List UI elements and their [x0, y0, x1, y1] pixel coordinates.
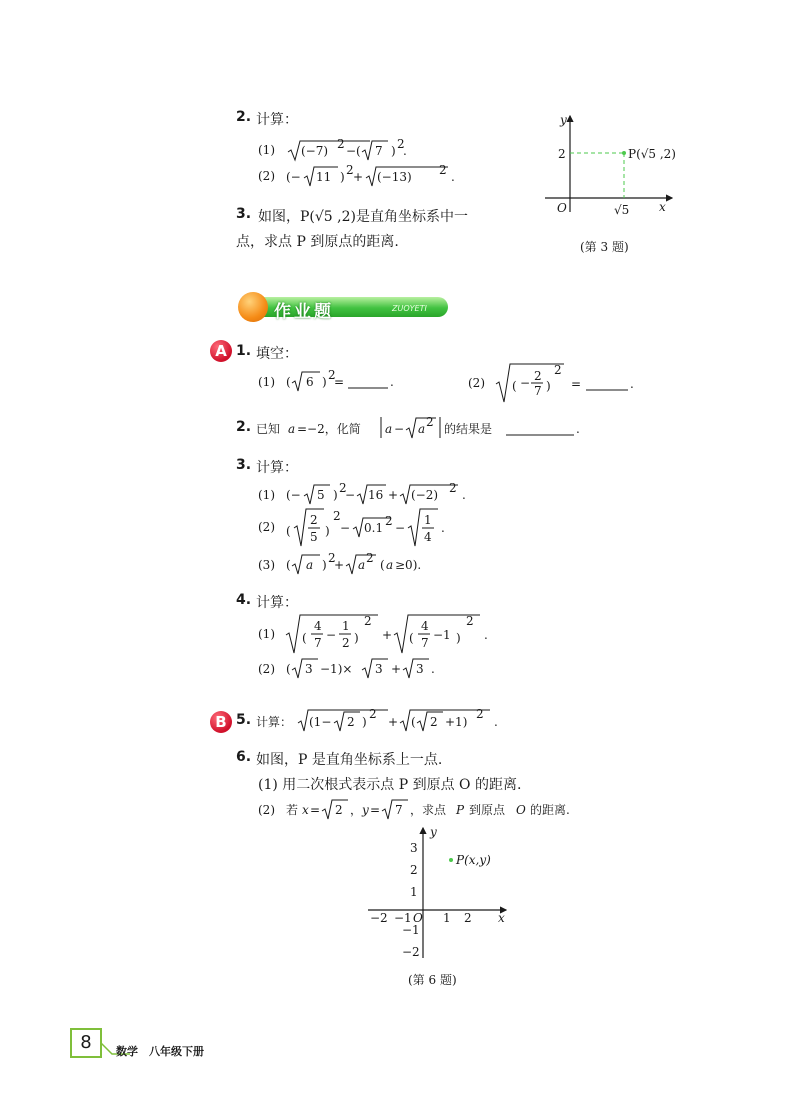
svg-text:2: 2	[328, 552, 336, 565]
question-3-part-3-formula	[258, 552, 498, 578]
svg-text:=: =	[370, 803, 381, 817]
fig3-y-label: y	[560, 113, 567, 127]
svg-text:=: =	[334, 375, 345, 389]
svg-text:7: 7	[314, 636, 322, 650]
question-6-part-1: (1) 用二次根式表示点 P 到原点 O 的距离.	[258, 777, 522, 793]
svg-text:，求点: ，求点	[410, 803, 447, 817]
svg-text:): )	[546, 379, 551, 393]
svg-text:(: (	[411, 715, 416, 729]
svg-text:=: =	[310, 803, 321, 817]
question-5-number: 5.	[236, 712, 252, 728]
svg-text:2: 2	[328, 369, 336, 382]
svg-text:=−2，化简: =−2，化简	[297, 422, 361, 436]
svg-text:.: .	[630, 377, 634, 391]
fig6-ytick-1: 1	[410, 885, 418, 899]
fig6-x-label: x	[498, 911, 505, 925]
svg-text:=: =	[571, 377, 582, 391]
svg-text:5: 5	[310, 530, 318, 544]
fig3-point-p	[622, 151, 626, 155]
svg-text:(: (	[380, 558, 385, 572]
svg-text:2: 2	[554, 363, 562, 377]
svg-text:(1): (1)	[258, 627, 275, 641]
figure-6-coordinate-plane	[360, 822, 520, 962]
svg-text:(2): (2)	[258, 803, 275, 817]
fig6-ytick-neg2: −2	[402, 945, 420, 959]
svg-text:2: 2	[364, 614, 372, 628]
svg-text:2: 2	[366, 552, 374, 565]
question-3-number: 3.	[236, 457, 252, 473]
fig6-ytick-2: 2	[410, 863, 418, 877]
question-4-part-2-formula	[258, 656, 498, 682]
svg-text:计算：: 计算：	[256, 715, 293, 729]
svg-text:(2): (2)	[258, 520, 275, 534]
svg-text:2: 2	[476, 707, 484, 721]
fig6-xtick-2: 2	[464, 911, 472, 925]
svg-text:(−: (−	[286, 488, 301, 502]
svg-text:.: .	[462, 488, 466, 502]
svg-text:): )	[322, 375, 327, 389]
svg-text:(2): (2)	[258, 169, 275, 183]
question-4-part-1	[258, 611, 518, 661]
svg-text:2: 2	[337, 138, 345, 151]
svg-text:1: 1	[424, 513, 432, 527]
question-5-body	[256, 706, 536, 738]
question-3-part-2-formula	[258, 506, 498, 550]
fig6-point-p	[449, 858, 453, 862]
question-1-part-2	[468, 360, 648, 410]
question-3-part-3	[258, 552, 498, 582]
svg-text:−: −	[394, 422, 405, 436]
svg-text:): )	[362, 715, 367, 729]
svg-text:的结果是: 的结果是	[444, 422, 493, 436]
fig6-xtick-1: 1	[443, 911, 451, 925]
fig3-point-label: P(√5 ,2)	[628, 147, 676, 161]
svg-text:2: 2	[430, 715, 438, 729]
svg-text:4: 4	[421, 619, 429, 633]
svg-text:(2): (2)	[258, 662, 275, 676]
question-6-part-2-formula	[258, 796, 618, 822]
svg-text:(2): (2)	[468, 376, 485, 390]
problem-3-number: 3.	[236, 206, 252, 222]
question-1-label: 填空：	[256, 346, 298, 362]
svg-text:7: 7	[534, 384, 542, 398]
svg-text:4: 4	[314, 619, 322, 633]
svg-text:2: 2	[369, 707, 377, 721]
svg-text:.: .	[441, 521, 445, 535]
svg-text:(−: (−	[286, 170, 301, 184]
book-title: 数学 八年级下册	[116, 1045, 204, 1058]
question-2-formula	[256, 412, 596, 442]
svg-text:3: 3	[375, 662, 383, 676]
svg-text:(1): (1)	[258, 488, 275, 502]
svg-text:P: P	[456, 803, 465, 817]
svg-text:2: 2	[347, 715, 355, 729]
svg-text:(3): (3)	[258, 558, 275, 572]
svg-text:2: 2	[466, 614, 474, 628]
svg-text:+: +	[391, 662, 402, 676]
problem-3-line-2: 点，求点 P 到原点的距离.	[236, 234, 399, 250]
svg-text:7: 7	[375, 144, 383, 158]
svg-text:2: 2	[426, 415, 434, 429]
problem-2-number: 2.	[236, 109, 252, 125]
svg-text:(1): (1)	[258, 375, 275, 389]
svg-text:a: a	[385, 422, 393, 436]
question-3-part-2	[258, 506, 498, 554]
question-4-part-1-formula	[258, 611, 518, 657]
figure-3-coordinate-plane	[540, 112, 710, 222]
svg-text:): )	[391, 144, 396, 158]
figure-3-caption: (第 3 题)	[580, 240, 629, 254]
problem-2-label: 计算：	[256, 112, 298, 128]
svg-text:.: .	[494, 715, 498, 729]
question-2-number: 2.	[236, 419, 252, 435]
fig6-y-label: y	[430, 825, 437, 839]
question-1-number: 1.	[236, 343, 252, 359]
svg-text:a: a	[418, 422, 426, 436]
svg-text:2: 2	[339, 482, 347, 495]
svg-text:(−2): (−2)	[411, 488, 439, 502]
svg-text:.: .	[390, 375, 394, 389]
question-2-body	[256, 412, 596, 446]
svg-text:≥0).: ≥0).	[395, 558, 422, 572]
svg-text:2: 2	[534, 369, 542, 383]
svg-text:(1−: (1−	[309, 715, 332, 729]
svg-text:−1: −1	[433, 628, 451, 642]
svg-text:2: 2	[335, 803, 343, 817]
svg-text:到原点: 到原点	[469, 803, 506, 817]
svg-text:2: 2	[333, 509, 341, 523]
fig6-ytick-neg1: −1	[402, 923, 420, 937]
svg-text:(−7): (−7)	[301, 144, 329, 158]
svg-text:+: +	[388, 715, 399, 729]
svg-text:已知: 已知	[256, 422, 281, 436]
question-3-part-1-formula	[258, 482, 518, 508]
orange-ball-icon	[238, 292, 268, 322]
svg-text:7: 7	[395, 803, 403, 817]
question-4-part-2	[258, 656, 498, 686]
fig6-ytick-3: 3	[410, 841, 418, 855]
question-1-part-1-formula	[258, 369, 418, 395]
svg-text:.: .	[403, 144, 407, 158]
svg-text:(: (	[302, 631, 307, 645]
svg-text:−: −	[345, 488, 356, 502]
level-a-badge: A	[210, 340, 232, 362]
fig3-tick-x-sqrt5: √5	[614, 203, 630, 217]
svg-text:a: a	[306, 558, 314, 572]
svg-text:5: 5	[317, 488, 325, 502]
svg-text:(−13): (−13)	[377, 170, 412, 184]
svg-text:+: +	[382, 628, 393, 642]
svg-text:3: 3	[416, 662, 424, 676]
question-4-number: 4.	[236, 592, 252, 608]
question-4-label: 计算：	[256, 595, 298, 611]
svg-text:.: .	[451, 170, 455, 184]
fig6-point-label: P(x,y)	[456, 853, 491, 867]
question-1-part-2-formula	[468, 360, 648, 406]
svg-text:.: .	[484, 628, 488, 642]
svg-text:−: −	[326, 628, 337, 642]
svg-text:): )	[333, 488, 338, 502]
svg-text:+: +	[388, 488, 399, 502]
question-6-text: 如图，P 是直角坐标系上一点.	[256, 752, 443, 768]
svg-text:−(: −(	[346, 144, 361, 158]
svg-text:2: 2	[342, 636, 350, 650]
fig3-x-label: x	[659, 200, 666, 214]
svg-text:−: −	[520, 376, 531, 390]
fig6-xtick-neg1: −1	[394, 911, 412, 925]
svg-text:若: 若	[286, 803, 299, 817]
svg-text:(: (	[512, 379, 517, 393]
problem-2-part-2	[258, 164, 478, 194]
section-banner	[238, 292, 448, 322]
svg-text:+1): +1)	[445, 715, 468, 729]
question-5-formula	[256, 706, 536, 734]
svg-text:4: 4	[424, 530, 432, 544]
svg-text:): )	[322, 558, 327, 572]
svg-text:(1): (1)	[258, 143, 275, 157]
svg-text:a: a	[358, 558, 366, 572]
svg-text:0.1: 0.1	[364, 521, 384, 535]
svg-text:O: O	[516, 803, 526, 817]
svg-text:2: 2	[439, 164, 447, 177]
svg-text:11: 11	[316, 170, 332, 184]
svg-text:): )	[456, 631, 461, 645]
svg-text:的距离.: 的距离.	[530, 803, 570, 817]
section-banner-title: 作业题	[274, 302, 334, 322]
svg-text:): )	[354, 631, 359, 645]
svg-text:，: ，	[350, 803, 363, 817]
svg-text:2: 2	[397, 138, 405, 151]
svg-text:2: 2	[346, 164, 354, 177]
svg-text:(: (	[286, 524, 291, 538]
svg-text:y: y	[362, 803, 369, 817]
problem-3-line-1: 如图，P(√5 ,2)是直角坐标系中一	[258, 209, 468, 225]
question-6-number: 6.	[236, 749, 252, 765]
svg-text:+: +	[334, 558, 345, 572]
svg-text:−1)×: −1)×	[320, 662, 353, 676]
svg-text:6: 6	[306, 375, 314, 389]
svg-text:+: +	[353, 170, 364, 184]
svg-text:.: .	[576, 422, 580, 436]
svg-text:2: 2	[310, 513, 318, 527]
svg-text:2: 2	[449, 482, 457, 495]
section-banner-subtitle: ZUOYETI	[392, 304, 427, 313]
svg-text:2: 2	[385, 514, 393, 528]
svg-text:1: 1	[342, 619, 350, 633]
svg-text:3: 3	[305, 662, 313, 676]
svg-text:(: (	[286, 375, 291, 389]
svg-text:−: −	[395, 521, 406, 535]
problem-2-part-1-formula	[258, 138, 448, 164]
svg-text:a: a	[386, 558, 394, 572]
fig6-origin-label: O	[413, 911, 423, 925]
svg-text:−: −	[340, 521, 351, 535]
svg-text:): )	[325, 524, 330, 538]
fig3-origin-label: O	[557, 201, 567, 215]
svg-text:.: .	[431, 662, 435, 676]
svg-text:(: (	[286, 558, 291, 572]
svg-text:x: x	[302, 803, 309, 817]
svg-text:(: (	[409, 631, 414, 645]
figure-6-caption: (第 6 题)	[408, 973, 457, 987]
problem-2-part-2-formula	[258, 164, 478, 190]
svg-text:): )	[340, 170, 345, 184]
question-3-label: 计算：	[256, 460, 298, 476]
fig6-xtick-neg2: −2	[370, 911, 388, 925]
question-1-part-1	[258, 369, 418, 399]
page-number: 8	[70, 1028, 102, 1058]
fig3-tick-y-2: 2	[558, 147, 566, 161]
svg-text:7: 7	[421, 636, 429, 650]
svg-text:a: a	[288, 422, 296, 436]
svg-text:(: (	[286, 662, 291, 676]
level-b-badge: B	[210, 711, 232, 733]
svg-text:16: 16	[368, 488, 384, 502]
